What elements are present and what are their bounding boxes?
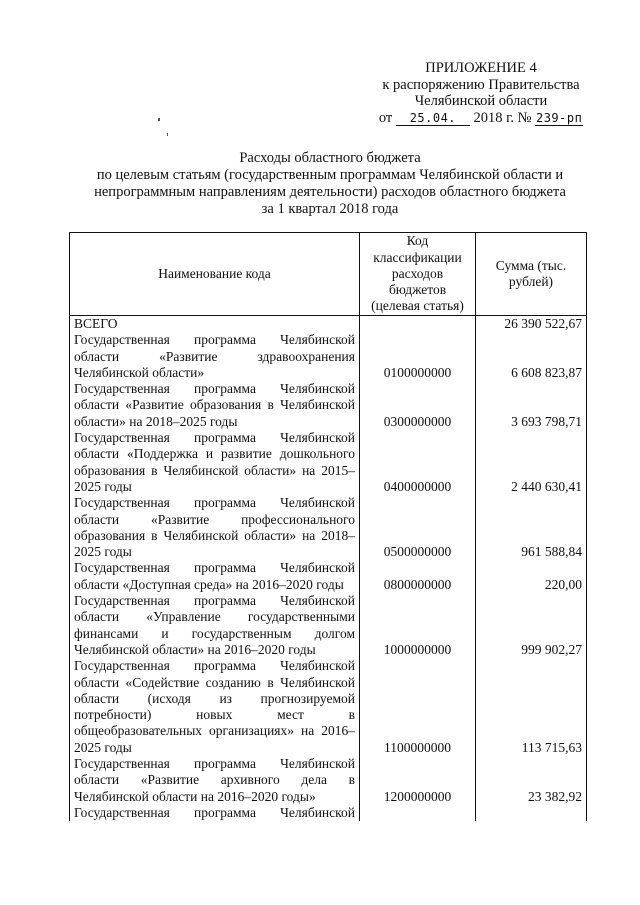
row-name: Государственная программа Челябинской области «Развитие образования в Челябинской области» на 2018–2025 годы <box>70 381 360 430</box>
row-name: Государственная программа Челябинской области «Развитие профессионального образования в Челябинской области» на 2018–2025 годы <box>70 495 360 560</box>
handwritten-number: 239-рп <box>535 110 583 125</box>
row-name: Государственная программа Челябинской области «Доступная среда» на 2016–2020 годы <box>70 560 360 593</box>
table-row <box>70 430 587 495</box>
row-code: 1200000000 <box>360 756 476 805</box>
appendix-date-line <box>376 110 586 127</box>
table-row <box>70 381 587 430</box>
budget-table <box>69 232 587 821</box>
table-row <box>70 332 587 381</box>
row-sum: 220,00 <box>476 560 587 593</box>
row-sum: 26 390 522,67 <box>476 316 587 333</box>
row-sum: 3 693 798,71 <box>476 381 587 430</box>
handwritten-date: 25.04. <box>396 112 470 126</box>
row-name: Государственная программа Челябинской области «Содействие созданию в Челябинской области (исходя из прогнозируемой потребности) новых мест в общеобразовательных организациях» на 2016–2025 годы <box>70 658 360 756</box>
table-row <box>70 495 587 560</box>
title-line-4: за 1 квартал 2018 года <box>261 201 399 217</box>
row-code: 1000000000 <box>360 593 476 658</box>
row-code: 0500000000 <box>360 495 476 560</box>
row-name: Государственная программа Челябинской области «Поддержка и развитие дошкольного образования в Челябинской области» на 2015–2025 годы <box>70 430 360 495</box>
table-header-row <box>70 233 587 316</box>
header-code: Код классификации расходов бюджетов (целевая статья) <box>360 233 476 316</box>
table-row <box>70 756 587 805</box>
row-code: 0400000000 <box>360 430 476 495</box>
appendix-decree: к распоряжению Правительства <box>382 76 580 93</box>
row-sum: 23 382,92 <box>476 756 587 805</box>
row-sum: 961 588,84 <box>476 495 587 560</box>
title-line-3: непрограммным направлениям деятельности) расходов областного бюджета <box>94 184 566 200</box>
table-row <box>70 805 587 821</box>
row-name: Государственная программа Челябинской области «Управление государственными финансами и государственным долгом Челябинской области» на 2016–2020 годы <box>70 593 360 658</box>
scan-speck <box>167 133 168 136</box>
row-sum: 999 902,27 <box>476 593 587 658</box>
row-code: 0300000000 <box>360 381 476 430</box>
document-title <box>60 150 600 218</box>
row-code <box>360 316 476 333</box>
row-sum: 113 715,63 <box>476 658 587 756</box>
table-row <box>70 593 587 658</box>
row-code: 0100000000 <box>360 332 476 381</box>
row-name: Государственная программа Челябинской области «Развитие здравоохранения Челябинской области» <box>70 332 360 381</box>
row-sum <box>476 805 587 821</box>
row-sum: 2 440 630,41 <box>476 430 587 495</box>
title-line-1: Расходы областного бюджета <box>239 150 421 166</box>
row-sum: 6 608 823,87 <box>476 332 587 381</box>
appendix-region: Челябинской области <box>414 93 548 109</box>
row-code: 0800000000 <box>360 560 476 593</box>
title-line-2: по целевым статьям (государственным программам Челябинской области и <box>96 167 564 183</box>
table-row <box>70 658 587 756</box>
appendix-label: ПРИЛОЖЕНИЕ 4 <box>425 60 537 76</box>
row-code <box>360 805 476 821</box>
row-code: 1100000000 <box>360 658 476 756</box>
table-row <box>70 316 587 333</box>
row-name: Государственная программа Челябинской <box>70 805 360 821</box>
appendix-block <box>376 60 586 126</box>
row-name: Государственная программа Челябинской области «Развитие архивного дела в Челябинской области на 2016–2020 годы» <box>70 756 360 805</box>
header-sum: Сумма (тыс. рублей) <box>476 233 587 316</box>
row-name: ВСЕГО <box>70 316 360 333</box>
from-prefix: от <box>378 109 393 126</box>
table-row <box>70 560 587 593</box>
year-suffix: 2018 г. № <box>473 109 532 126</box>
header-name: Наименование кода <box>70 233 360 316</box>
scan-speck <box>158 118 160 121</box>
